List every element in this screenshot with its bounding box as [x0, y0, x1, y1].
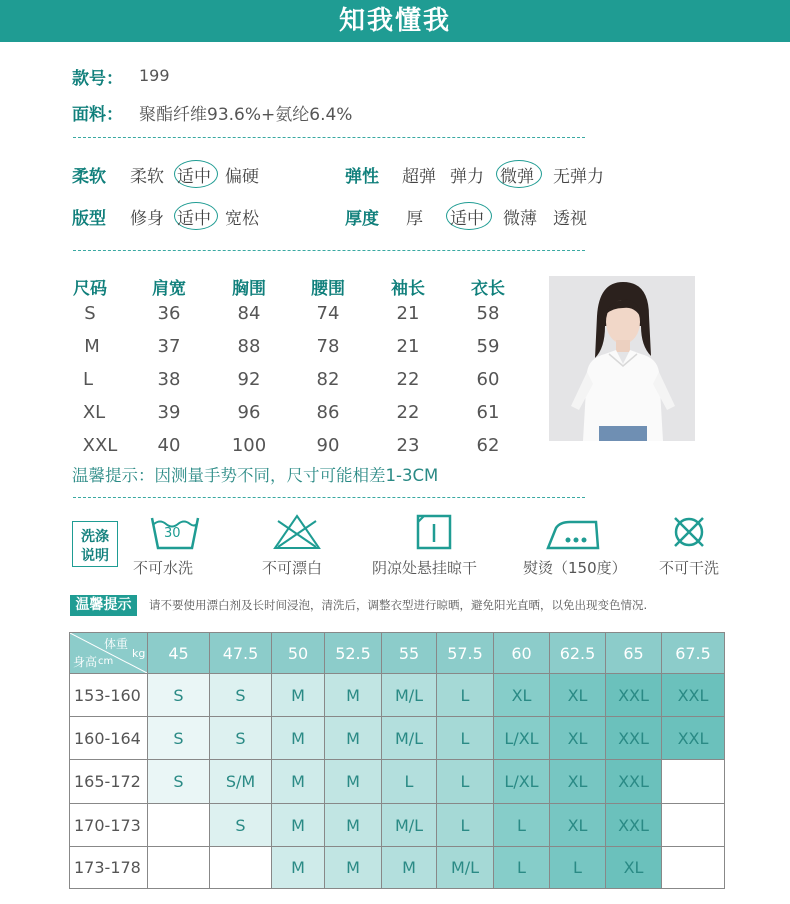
softness-label: 柔软 — [72, 167, 106, 187]
weight-header: 50 — [272, 633, 325, 674]
fabric-value: 聚酯纤维93.6%+氨纶6.4% — [139, 105, 353, 125]
size-chart-table — [69, 632, 725, 889]
model-photo — [549, 276, 695, 441]
size-cell: 23 — [396, 435, 420, 456]
size-recommendation-cell: XL — [550, 804, 606, 847]
size-recommendation-cell — [148, 847, 210, 889]
size-recommendation-cell: M/L — [382, 804, 437, 847]
thickness-label: 厚度 — [345, 209, 379, 229]
divider — [73, 497, 585, 498]
size-recommendation-cell: XXL — [606, 804, 662, 847]
softness-option: 柔软 — [130, 167, 164, 187]
size-cell: 92 — [237, 369, 261, 390]
size-cell: 59 — [476, 336, 500, 357]
elasticity-option: 弹力 — [450, 167, 484, 187]
height-range-cell: 165-172 — [70, 760, 148, 804]
fit-option: 宽松 — [225, 209, 259, 229]
elasticity-option: 无弹力 — [553, 167, 604, 187]
size-cell: 21 — [396, 336, 420, 357]
size-recommendation-cell: S — [210, 717, 272, 760]
elasticity-option: 超弹 — [402, 167, 436, 187]
tip-text: 请不要使用漂白剂及长时间浸泡，清洗后，调整衣型进行晾晒，避免阳光直晒，以免出现变色情况. — [149, 598, 648, 612]
banner-title: 知我懂我 — [338, 6, 451, 36]
size-cell: 74 — [316, 303, 340, 324]
size-recommendation-cell: M — [325, 804, 382, 847]
size-cell: 86 — [316, 402, 340, 423]
no-dry-clean-icon — [671, 514, 707, 554]
size-header: 肩宽 — [152, 279, 186, 299]
fit-label: 版型 — [72, 209, 106, 229]
size-recommendation-cell: L — [550, 847, 606, 889]
chart-corner-cell — [70, 633, 148, 674]
size-cell: M — [84, 336, 100, 357]
size-cell: 96 — [237, 402, 261, 423]
size-cell: XXL — [82, 435, 118, 456]
care-label: 不可干洗 — [659, 559, 720, 577]
care-instructions-box — [72, 521, 118, 567]
size-recommendation-cell: S — [148, 760, 210, 804]
corner-kg: kg — [132, 647, 146, 660]
weight-header: 57.5 — [437, 633, 494, 674]
weight-header: 60 — [494, 633, 550, 674]
corner-height: 身高 — [73, 655, 98, 669]
chart-row — [70, 717, 725, 760]
size-header: 袖长 — [391, 279, 425, 299]
size-recommendation-cell: XXL — [662, 674, 725, 717]
size-note: 温馨提示：因测量手势不同，尺寸可能相差1-3CM — [72, 466, 439, 485]
size-recommendation-cell — [662, 847, 725, 889]
size-cell: 90 — [316, 435, 340, 456]
weight-header: 67.5 — [662, 633, 725, 674]
size-recommendation-cell — [148, 804, 210, 847]
thickness-option-selected: 适中 — [450, 209, 484, 229]
size-recommendation-cell: L — [437, 804, 494, 847]
softness-option: 偏硬 — [225, 167, 259, 187]
size-recommendation-cell: L — [494, 804, 550, 847]
size-header: 衣长 — [471, 279, 505, 299]
size-recommendation-cell: M — [272, 760, 325, 804]
size-recommendation-cell: M — [325, 760, 382, 804]
tip-badge: 温馨提示 — [70, 595, 137, 616]
size-recommendation-cell: M — [272, 804, 325, 847]
corner-weight: 体重 — [104, 637, 129, 651]
weight-header: 65 — [606, 633, 662, 674]
height-range-cell: 160-164 — [70, 717, 148, 760]
size-recommendation-cell: M — [272, 847, 325, 889]
thickness-option: 厚 — [406, 209, 423, 229]
size-cell: 39 — [157, 402, 181, 423]
size-recommendation-cell: L/XL — [494, 717, 550, 760]
size-recommendation-cell: S — [210, 674, 272, 717]
size-header: 腰围 — [311, 279, 345, 299]
care-label: 阴凉处悬挂晾干 — [372, 559, 478, 577]
chart-row — [70, 760, 725, 804]
size-cell: S — [84, 303, 96, 324]
no-bleach-icon — [272, 513, 322, 555]
size-cell: 100 — [231, 435, 267, 456]
weight-header: 47.5 — [210, 633, 272, 674]
size-cell: 40 — [157, 435, 181, 456]
thickness-option: 微薄 — [503, 209, 537, 229]
size-recommendation-cell: S — [148, 717, 210, 760]
size-recommendation-cell: XL — [494, 674, 550, 717]
size-recommendation-cell — [662, 760, 725, 804]
weight-header: 45 — [148, 633, 210, 674]
size-recommendation-cell: L — [437, 674, 494, 717]
size-recommendation-cell — [210, 847, 272, 889]
size-recommendation-cell: XL — [550, 717, 606, 760]
wash-temp: 30 — [164, 526, 181, 541]
fabric-label: 面料： — [72, 105, 123, 125]
size-cell: 78 — [316, 336, 340, 357]
size-cell: 82 — [316, 369, 340, 390]
size-cell: 88 — [237, 336, 261, 357]
size-recommendation-cell: L — [437, 760, 494, 804]
height-range-cell: 170-173 — [70, 804, 148, 847]
size-recommendation-cell: XL — [550, 760, 606, 804]
size-recommendation-cell: M/L — [382, 717, 437, 760]
size-cell: 38 — [157, 369, 181, 390]
size-cell: 21 — [396, 303, 420, 324]
size-recommendation-cell: S — [148, 674, 210, 717]
care-box-line1: 洗涤 — [81, 529, 109, 545]
size-recommendation-cell: XXL — [606, 674, 662, 717]
size-header: 尺码 — [73, 279, 107, 299]
chart-header-row — [70, 633, 725, 674]
softness-option-selected: 适中 — [177, 167, 211, 187]
size-cell: 58 — [476, 303, 500, 324]
size-recommendation-cell: M — [325, 717, 382, 760]
hang-dry-icon — [416, 514, 452, 554]
size-cell: 22 — [396, 369, 420, 390]
size-recommendation-cell: L/XL — [494, 760, 550, 804]
elasticity-label: 弹性 — [345, 167, 379, 187]
size-recommendation-cell: XL — [606, 847, 662, 889]
size-cell: 37 — [157, 336, 181, 357]
care-label: 熨烫（150度） — [523, 559, 627, 577]
size-recommendation-cell — [662, 804, 725, 847]
code-value: 199 — [139, 66, 170, 85]
size-cell: XL — [82, 402, 106, 423]
size-recommendation-cell: XL — [550, 674, 606, 717]
size-recommendation-cell: M — [382, 847, 437, 889]
chart-row — [70, 674, 725, 717]
care-label: 不可水洗 — [133, 559, 194, 577]
care-box-line2: 说明 — [81, 548, 109, 564]
elasticity-option-selected: 微弹 — [500, 167, 534, 187]
size-recommendation-cell: XXL — [606, 717, 662, 760]
size-cell: L — [82, 369, 94, 390]
weight-header: 55 — [382, 633, 437, 674]
size-recommendation-cell: XXL — [606, 760, 662, 804]
size-recommendation-cell: L — [382, 760, 437, 804]
weight-header: 52.5 — [325, 633, 382, 674]
fit-option-selected: 适中 — [177, 209, 211, 229]
size-cell: 60 — [476, 369, 500, 390]
fit-option: 修身 — [130, 209, 164, 229]
size-cell: 84 — [237, 303, 261, 324]
height-range-cell: 173-178 — [70, 847, 148, 889]
size-recommendation-cell: M — [325, 674, 382, 717]
height-range-cell: 153-160 — [70, 674, 148, 717]
divider — [73, 137, 585, 138]
thickness-option: 透视 — [553, 209, 587, 229]
title-banner — [0, 0, 790, 42]
size-recommendation-cell: M/L — [437, 847, 494, 889]
size-recommendation-cell: M/L — [382, 674, 437, 717]
size-cell: 61 — [476, 402, 500, 423]
iron-icon — [546, 518, 600, 554]
chart-row — [70, 804, 725, 847]
care-label: 不可漂白 — [262, 559, 323, 577]
size-cell: 22 — [396, 402, 420, 423]
divider — [73, 250, 585, 251]
size-recommendation-cell: L — [494, 847, 550, 889]
size-cell: 62 — [476, 435, 500, 456]
size-cell: 36 — [157, 303, 181, 324]
weight-header: 62.5 — [550, 633, 606, 674]
code-label: 款号： — [72, 69, 123, 89]
chart-row — [70, 847, 725, 889]
size-header: 胸围 — [232, 279, 266, 299]
corner-cm: cm — [98, 656, 114, 667]
size-recommendation-cell: S — [210, 804, 272, 847]
size-recommendation-cell: M — [325, 847, 382, 889]
size-recommendation-cell: S/M — [210, 760, 272, 804]
size-recommendation-cell: XXL — [662, 717, 725, 760]
size-recommendation-cell: M — [272, 717, 325, 760]
size-recommendation-cell: M — [272, 674, 325, 717]
size-recommendation-cell: L — [437, 717, 494, 760]
